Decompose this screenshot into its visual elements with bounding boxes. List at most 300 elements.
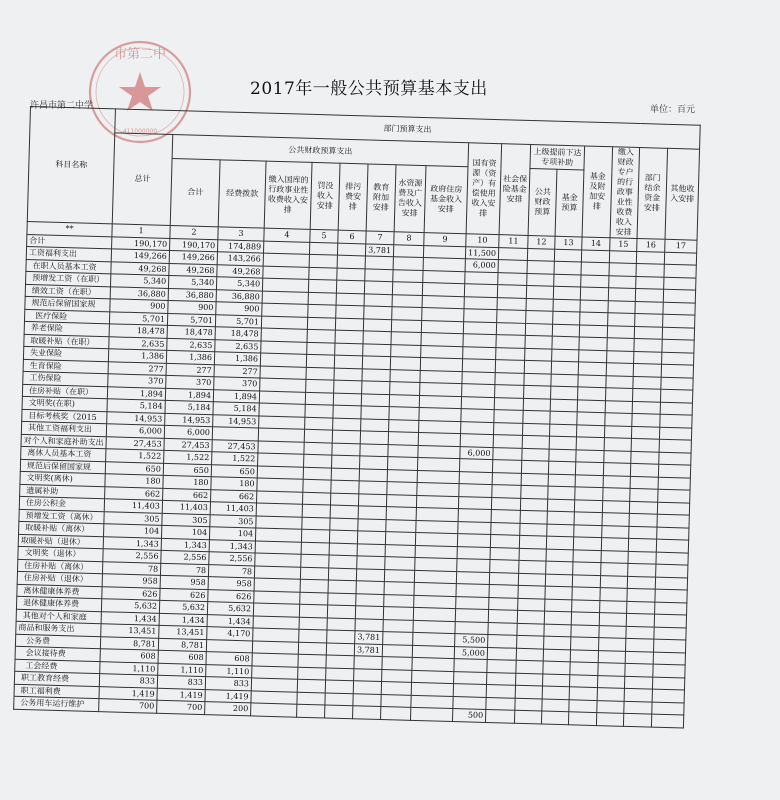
- cell-appropriation: 104: [209, 527, 255, 541]
- cell-empty: [327, 630, 355, 643]
- cell-empty: [495, 385, 524, 398]
- cell-subtotal: 1,434: [159, 613, 207, 627]
- cell-empty: [305, 417, 333, 430]
- cell-state: [461, 409, 494, 422]
- col-number: 11: [499, 235, 528, 248]
- cell-empty: [297, 679, 325, 692]
- cell-empty: [656, 552, 688, 565]
- cell-total: 13,451: [101, 624, 159, 638]
- cell-total: 78: [102, 561, 160, 575]
- cell-empty: [298, 642, 326, 655]
- cell-total: 1,110: [100, 661, 158, 675]
- cell-empty: [303, 479, 331, 492]
- cell-empty: [655, 577, 687, 590]
- cell-empty: [329, 530, 357, 543]
- cell-empty: [516, 648, 543, 661]
- cell-empty: [663, 289, 695, 302]
- cell-empty: [581, 274, 609, 287]
- row-subject-name: 失业保险: [23, 346, 108, 361]
- cell-empty: [579, 324, 607, 337]
- cell-total: 608: [100, 649, 158, 663]
- cell-appropriation: 305: [210, 514, 256, 528]
- cell-empty: [523, 410, 550, 423]
- cell-total: 662: [105, 486, 163, 500]
- cell-empty: [414, 570, 456, 584]
- cell-edu: [356, 593, 384, 606]
- cell-empty: [420, 358, 462, 372]
- cell-state: [454, 671, 487, 684]
- header-public-finance: 公共财政预算支出: [172, 134, 469, 167]
- cell-empty: [251, 703, 297, 717]
- cell-empty: [382, 644, 412, 657]
- cell-empty: [327, 618, 355, 631]
- cell-edu: [363, 343, 391, 356]
- cell-empty: [325, 692, 353, 705]
- cell-subtotal: 5,340: [168, 275, 216, 289]
- cell-empty: [543, 674, 570, 687]
- cell-empty: [544, 624, 571, 637]
- cell-empty: [299, 629, 327, 642]
- cell-empty: [306, 379, 334, 392]
- cell-total: 5,340: [110, 274, 168, 288]
- col-number: 12: [528, 235, 555, 248]
- cell-empty: [608, 300, 635, 313]
- cell-empty: [573, 549, 601, 562]
- cell-total: 149,266: [111, 249, 169, 263]
- cell-empty: [524, 385, 551, 398]
- cell-total: 1,419: [99, 686, 157, 700]
- cell-empty: [657, 514, 689, 527]
- cell-empty: [389, 419, 419, 432]
- cell-empty: [526, 298, 553, 311]
- col-number: 16: [637, 239, 665, 252]
- cell-empty: [492, 485, 521, 498]
- cell-empty: [392, 282, 422, 295]
- cell-empty: [548, 461, 575, 474]
- cell-empty: [388, 457, 418, 470]
- cell-empty: [413, 620, 455, 634]
- cell-appropriation: 200: [205, 702, 251, 716]
- cell-empty: [327, 605, 355, 618]
- cell-empty: [549, 424, 576, 437]
- cell-empty: [553, 311, 580, 324]
- row-subject-name: 公务费: [15, 634, 100, 649]
- cell-empty: [580, 312, 608, 325]
- cell-empty: [526, 310, 553, 323]
- cell-empty: [494, 422, 523, 435]
- cell-appropriation: 143,266: [217, 252, 263, 266]
- cell-subtotal: 6,000: [164, 425, 212, 439]
- cell-empty: [297, 704, 325, 717]
- cell-empty: [547, 499, 574, 512]
- cell-appropriation: 1,419: [205, 689, 251, 703]
- cell-empty: [494, 410, 523, 423]
- cell-edu: 3,781: [354, 643, 382, 656]
- cell-total: 626: [102, 586, 160, 600]
- col-number: 17: [665, 239, 697, 252]
- cell-empty: [632, 413, 660, 426]
- cell-subtotal: 900: [168, 300, 216, 314]
- cell-state: [464, 284, 497, 297]
- cell-empty: [305, 404, 333, 417]
- row-subject-name: 文明奖(离休): [20, 471, 105, 486]
- cell-total: 5,701: [109, 311, 167, 325]
- cell-state: 5,500: [455, 634, 488, 647]
- cell-empty: [545, 599, 572, 612]
- cell-appropriation: 662: [211, 489, 257, 503]
- cell-empty: [569, 674, 597, 687]
- row-subject-name: 取暖补贴（退休）: [18, 534, 103, 549]
- cell-subtotal: 27,453: [164, 438, 212, 452]
- cell-empty: [518, 573, 545, 586]
- cell-state: [456, 571, 489, 584]
- cell-state: [454, 659, 487, 672]
- cell-edu: [358, 506, 386, 519]
- cell-subtotal: 608: [158, 650, 206, 664]
- cell-total: 2,635: [109, 336, 167, 350]
- cell-appropriation: 1,110: [206, 664, 252, 678]
- cell-empty: [630, 476, 658, 489]
- cell-empty: [419, 420, 461, 434]
- cell-empty: [303, 467, 331, 480]
- cell-empty: [548, 474, 575, 487]
- cell-empty: [495, 372, 524, 385]
- cell-empty: [386, 494, 416, 507]
- cell-empty: [580, 287, 608, 300]
- row-subject-name: 住房补贴（退休）: [17, 571, 102, 586]
- cell-state: [463, 346, 496, 359]
- cell-empty: [326, 642, 354, 655]
- cell-subtotal: 11,403: [162, 500, 210, 514]
- cell-total: 277: [108, 361, 166, 375]
- cell-total: 14,953: [107, 411, 165, 425]
- cell-subtotal: 277: [166, 363, 214, 377]
- cell-empty: [390, 369, 420, 382]
- cell-empty: [308, 292, 336, 305]
- row-subject-name: 住房补贴（在职）: [22, 384, 107, 399]
- cell-empty: [525, 335, 552, 348]
- cell-empty: [658, 464, 690, 477]
- cell-empty: [335, 343, 363, 356]
- cell-subtotal: 78: [160, 563, 208, 577]
- header-pollution: 排污费安排: [338, 164, 368, 231]
- cell-empty: [309, 267, 337, 280]
- cell-subtotal: 1,110: [158, 663, 206, 677]
- cell-empty: [298, 654, 326, 667]
- cell-empty: [577, 412, 605, 425]
- cell-empty: [576, 437, 604, 450]
- cell-empty: [599, 625, 626, 638]
- row-subject-name: 对个人和家庭补助支出: [21, 434, 106, 449]
- cell-total: 49,268: [111, 261, 169, 275]
- cell-empty: [415, 557, 457, 571]
- row-subject-name: 住房补贴（离休）: [18, 559, 103, 574]
- cell-state: [457, 559, 490, 572]
- cell-edu: [360, 431, 388, 444]
- cell-empty: [602, 500, 629, 513]
- cell-empty: [602, 513, 629, 526]
- cell-appropriation: 14,953: [213, 414, 259, 428]
- col-number: 5: [310, 229, 338, 242]
- cell-empty: [309, 254, 337, 267]
- cell-appropriation: 49,268: [217, 264, 263, 278]
- cell-empty: [661, 377, 693, 390]
- cell-empty: [542, 699, 569, 712]
- cell-total: 650: [105, 461, 163, 475]
- cell-empty: [527, 260, 554, 273]
- cell-appropriation: 1,386: [214, 352, 260, 366]
- cell-empty: [526, 285, 553, 298]
- cell-empty: [493, 435, 522, 448]
- cell-empty: [300, 592, 328, 605]
- cell-appropriation: 370: [214, 377, 260, 391]
- cell-empty: [518, 598, 545, 611]
- cell-empty: [299, 617, 327, 630]
- cell-empty: [302, 517, 330, 530]
- cell-total: 27,453: [106, 436, 164, 450]
- cell-state: [455, 621, 488, 634]
- cell-empty: [417, 470, 459, 484]
- cell-total: 2,556: [103, 549, 161, 563]
- cell-empty: [489, 572, 518, 585]
- cell-empty: [490, 547, 519, 560]
- cell-empty: [653, 652, 685, 665]
- cell-empty: [308, 279, 336, 292]
- cell-empty: [306, 367, 334, 380]
- cell-subtotal: 305: [162, 513, 210, 527]
- cell-state: [462, 384, 495, 397]
- cell-subtotal: 1,419: [157, 688, 205, 702]
- cell-total: 1,343: [103, 536, 161, 550]
- cell-subtotal: 1,894: [165, 388, 213, 402]
- cell-empty: [488, 622, 517, 635]
- cell-empty: [576, 424, 604, 437]
- cell-empty: [551, 386, 578, 399]
- cell-subtotal: 18,478: [167, 325, 215, 339]
- cell-empty: [486, 684, 515, 697]
- cell-empty: [306, 354, 334, 367]
- cell-empty: [522, 448, 549, 461]
- cell-empty: [600, 600, 627, 613]
- cell-appropriation: 608: [206, 652, 252, 666]
- cell-empty: [517, 635, 544, 648]
- cell-total: 1,522: [106, 449, 164, 463]
- cell-empty: [412, 645, 454, 659]
- cell-subtotal: 1,522: [164, 450, 212, 464]
- row-subject-name: 其他工资福利支出: [21, 421, 106, 436]
- row-subject-name: 离休人员基本工资: [21, 446, 106, 461]
- cell-empty: [600, 575, 627, 588]
- cell-state: 11,500: [465, 246, 498, 259]
- cell-empty: [421, 333, 463, 347]
- cell-empty: [337, 243, 365, 256]
- row-subject-name: 在职人员基本工资: [26, 259, 111, 274]
- row-subject-name: 公务用车运行维护: [14, 696, 99, 711]
- cell-empty: [574, 524, 602, 537]
- cell-empty: [333, 393, 361, 406]
- col-number: 4: [264, 228, 310, 242]
- cell-state: [465, 271, 498, 284]
- cell-empty: [381, 682, 411, 695]
- cell-empty: [519, 535, 546, 548]
- cell-total: 833: [99, 674, 157, 688]
- cell-empty: [545, 586, 572, 599]
- cell-state: [453, 696, 486, 709]
- cell-empty: [631, 426, 659, 439]
- cell-subtotal: 1,343: [161, 538, 209, 552]
- row-subject-name: 工伤保险: [23, 371, 108, 386]
- cell-empty: [325, 705, 353, 718]
- row-subject-name: 生育保险: [23, 359, 108, 374]
- cell-empty: [578, 362, 606, 375]
- cell-empty: [390, 357, 420, 370]
- cell-empty: [391, 344, 421, 357]
- cell-empty: [417, 457, 459, 471]
- cell-appropriation: 174,889: [218, 239, 264, 253]
- cell-empty: [299, 604, 327, 617]
- cell-subtotal: 180: [163, 475, 211, 489]
- cell-empty: [550, 399, 577, 412]
- header-subject: 科目名称: [27, 107, 115, 224]
- cell-empty: [553, 286, 580, 299]
- cell-state: [458, 521, 491, 534]
- cell-empty: [605, 400, 632, 413]
- cell-empty: [496, 335, 525, 348]
- cell-empty: [634, 326, 662, 339]
- index-label: **: [27, 221, 112, 236]
- cell-empty: [491, 522, 520, 535]
- cell-empty: [494, 397, 523, 410]
- cell-empty: [576, 449, 604, 462]
- cell-empty: [302, 492, 330, 505]
- row-subject-name: 工资福利支出: [26, 246, 111, 261]
- cell-empty: [414, 595, 456, 609]
- cell-empty: [420, 382, 462, 396]
- cell-total: 958: [102, 574, 160, 588]
- cell-subtotal: 36,880: [168, 288, 216, 302]
- row-subject-name: 绩效工资（在职）: [25, 284, 110, 299]
- cell-empty: [653, 664, 685, 677]
- cell-empty: [656, 539, 688, 552]
- cell-empty: [605, 413, 632, 426]
- cell-state: [459, 484, 492, 497]
- cell-empty: [652, 702, 684, 715]
- cell-empty: [624, 701, 652, 714]
- cell-state: [464, 309, 497, 322]
- cell-empty: [627, 601, 655, 614]
- cell-empty: [633, 376, 661, 389]
- cell-empty: [493, 447, 522, 460]
- cell-empty: [664, 252, 696, 265]
- cell-empty: [660, 389, 692, 402]
- cell-empty: [521, 485, 548, 498]
- cell-edu: [361, 418, 389, 431]
- cell-appropriation: 78: [208, 564, 254, 578]
- cell-edu: [353, 693, 381, 706]
- cell-empty: [541, 711, 568, 724]
- cell-empty: [416, 507, 458, 521]
- header-social-insurance: 社会保险基金安排: [499, 144, 531, 236]
- cell-appropriation: 5,340: [216, 277, 262, 291]
- cell-state: [458, 496, 491, 509]
- cell-empty: [525, 323, 552, 336]
- cell-empty: [384, 569, 414, 582]
- cell-appropriation: 2,635: [215, 339, 261, 353]
- cell-empty: [608, 288, 635, 301]
- cell-empty: [572, 599, 600, 612]
- cell-empty: [573, 537, 601, 550]
- cell-empty: [609, 275, 636, 288]
- cell-edu: [363, 331, 391, 344]
- cell-appropriation: 5,701: [215, 314, 261, 328]
- row-subject-name: 规范后保留国家规: [25, 296, 110, 311]
- cell-subtotal: 2,635: [167, 338, 215, 352]
- cell-empty: [569, 699, 597, 712]
- cell-empty: [331, 480, 359, 493]
- row-subject-name: 职工福利费: [14, 684, 99, 699]
- cell-empty: [331, 468, 359, 481]
- cell-empty: [546, 561, 573, 574]
- cell-empty: [552, 336, 579, 349]
- header-fines: 罚没收入安排: [310, 163, 340, 230]
- cell-empty: [384, 594, 414, 607]
- cell-appropriation: 36,880: [216, 289, 262, 303]
- cell-empty: [300, 579, 328, 592]
- cell-empty: [332, 430, 360, 443]
- cell-empty: [412, 670, 454, 684]
- cell-edu: [365, 268, 393, 281]
- header-appropriation: 经费拨款: [218, 160, 266, 228]
- cell-empty: [383, 632, 413, 645]
- cell-appropriation: 1,522: [212, 452, 258, 466]
- cell-empty: [634, 351, 662, 364]
- cell-empty: [580, 299, 608, 312]
- cell-subtotal: 2,556: [161, 550, 209, 564]
- cell-empty: [570, 649, 598, 662]
- cell-state: [463, 334, 496, 347]
- cell-empty: [652, 689, 684, 702]
- row-subject-name: 合计: [27, 234, 112, 249]
- header-total: 总计: [112, 133, 173, 226]
- cell-appropriation: 833: [205, 677, 251, 691]
- cell-empty: [328, 593, 356, 606]
- header-superior-transfer: 上级提前下达专项补助: [530, 144, 585, 170]
- cell-empty: [385, 544, 415, 557]
- cell-empty: [389, 407, 419, 420]
- header-water-resource: 水资源费及广告收入安排: [394, 165, 426, 232]
- cell-empty: [381, 707, 411, 720]
- cell-empty: [423, 258, 465, 272]
- cell-empty: [663, 302, 695, 315]
- cell-edu: [364, 293, 392, 306]
- header-subtotal: 合计: [170, 159, 220, 227]
- cell-edu: [356, 568, 384, 581]
- cell-empty: [658, 477, 690, 490]
- cell-empty: [632, 401, 660, 414]
- cell-empty: [632, 388, 660, 401]
- cell-subtotal: 370: [166, 375, 214, 389]
- cell-empty: [546, 536, 573, 549]
- cell-empty: [383, 619, 413, 632]
- cell-empty: [387, 482, 417, 495]
- cell-subtotal: 700: [157, 700, 205, 714]
- cell-empty: [554, 261, 581, 274]
- cell-appropriation: 900: [216, 302, 262, 316]
- header-fund-surcharge: 基金及附加安排: [582, 146, 613, 238]
- cell-empty: [489, 597, 518, 610]
- cell-empty: [330, 493, 358, 506]
- cell-empty: [607, 325, 634, 338]
